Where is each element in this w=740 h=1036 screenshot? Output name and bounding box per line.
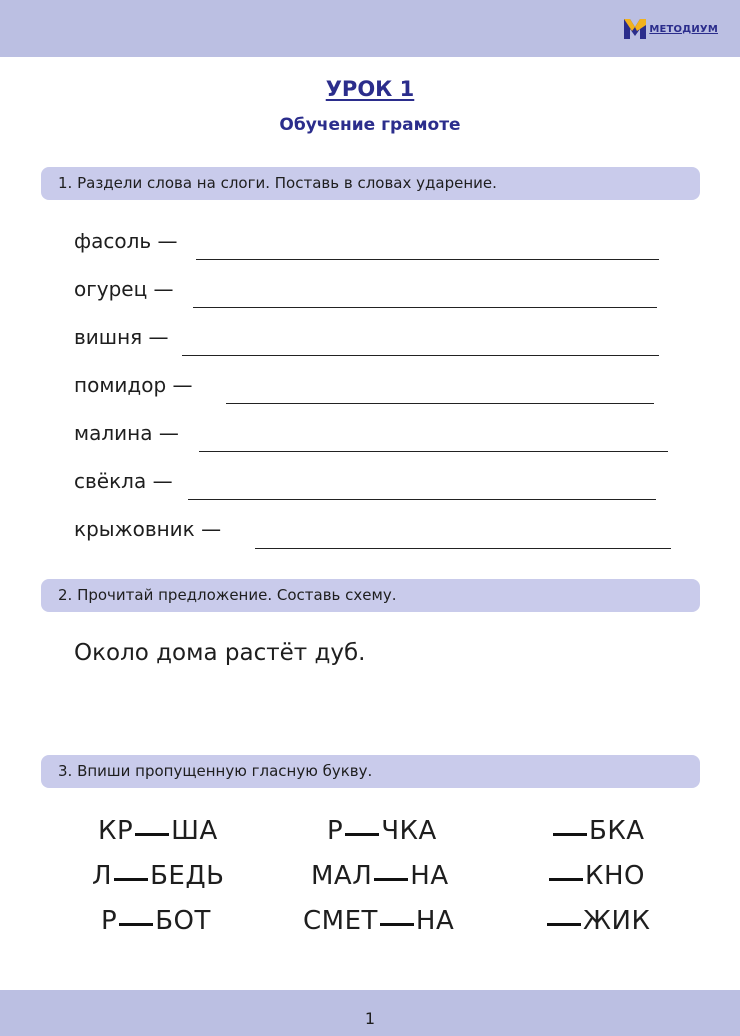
word-label: крыжовник — (74, 517, 222, 541)
letter-blank[interactable] (553, 833, 587, 836)
word-start: КР (98, 816, 134, 846)
answer-line[interactable] (188, 499, 656, 500)
lesson-title: УРОК 1 (325, 77, 415, 101)
task-3-header (41, 755, 700, 788)
word-start: Р (327, 816, 344, 846)
letter-blank[interactable] (119, 923, 153, 926)
word-label: помидор — (74, 373, 193, 397)
word-start: Р (101, 906, 118, 936)
answer-line[interactable] (226, 403, 654, 404)
missing-letter-word (547, 861, 645, 891)
word-end: ША (171, 816, 218, 846)
word-start: Л (92, 861, 113, 891)
metodium-logo (624, 19, 718, 39)
answer-line[interactable] (199, 451, 668, 452)
logo-text: МЕТОДИУМ (649, 23, 718, 35)
missing-letter-word (98, 816, 218, 846)
word-label: фасоль — (74, 229, 178, 253)
task-1-header (41, 167, 700, 200)
answer-line[interactable] (196, 259, 659, 260)
page-number: 1 (364, 1009, 376, 1028)
header-band (0, 0, 740, 57)
letter-blank[interactable] (114, 878, 148, 881)
word-label: свёкла — (74, 469, 173, 493)
task-2-header (41, 579, 700, 612)
missing-letter-word (545, 906, 650, 936)
word-end: БОТ (155, 906, 211, 936)
missing-letter-word (101, 906, 211, 936)
missing-letter-word (303, 906, 454, 936)
letter-blank[interactable] (549, 878, 583, 881)
missing-letter-word (551, 816, 645, 846)
answer-line[interactable] (193, 307, 657, 308)
letter-blank[interactable] (345, 833, 379, 836)
lesson-subtitle: Обучение грамоте (279, 115, 461, 135)
word-label: огурец — (74, 277, 174, 301)
letter-blank[interactable] (547, 923, 581, 926)
word-start: СМЕТ (303, 906, 378, 936)
missing-letter-word (311, 861, 449, 891)
word-end: ЧКА (381, 816, 437, 846)
reading-sentence: Около дома растёт дуб. (74, 640, 366, 666)
word-end: ЖИК (583, 906, 651, 936)
missing-letter-word (92, 861, 224, 891)
answer-line[interactable] (182, 355, 659, 356)
word-start: МАЛ (311, 861, 373, 891)
word-end: НА (410, 861, 449, 891)
logo-m-icon (624, 19, 646, 39)
task-1-label: 1. Раздели слова на слоги. Поставь в словах ударение. (58, 174, 497, 192)
word-end: БЕДЬ (150, 861, 225, 891)
word-end: КНО (585, 861, 645, 891)
task-3-label: 3. Впиши пропущенную гласную букву. (58, 762, 373, 780)
word-end: НА (415, 906, 455, 936)
missing-letter-word (327, 816, 437, 846)
answer-line[interactable] (255, 548, 671, 549)
word-label: вишня — (74, 325, 169, 349)
task-2-label: 2. Прочитай предложение. Составь схему. (58, 586, 397, 604)
letter-blank[interactable] (135, 833, 169, 836)
letter-blank[interactable] (380, 923, 414, 926)
word-end: БКА (589, 816, 645, 846)
letter-blank[interactable] (374, 878, 408, 881)
word-label: малина — (74, 421, 179, 445)
